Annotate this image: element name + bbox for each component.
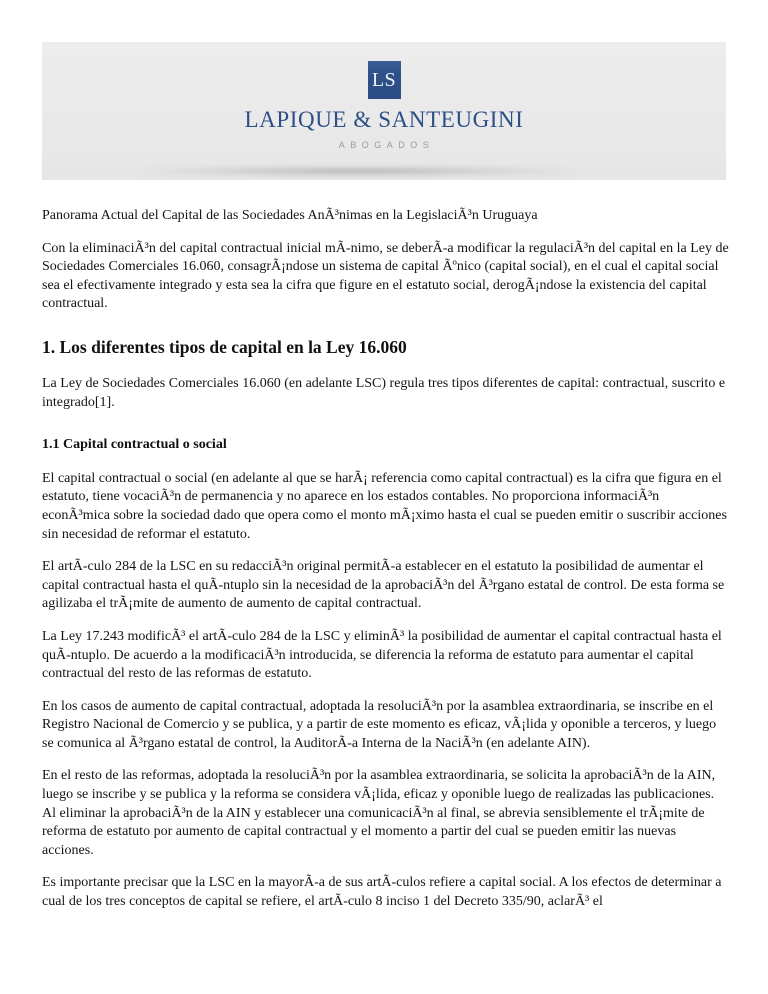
document-body xyxy=(42,180,730,926)
subsection-heading-1-1: 1.1 Capital contractual o social xyxy=(42,437,227,453)
letterhead-shadow xyxy=(117,164,651,175)
paragraph-resto-reformas: En el resto de las reformas, adoptada la resoluciÃ³n por la asamblea extraordinaria, se solicita la aprobaciÃ³n de la AIN, luego se inscribe y se publica y la reforma se considera vÃ¡lida, eficaz y oponible luego de realizadas las publicaciones. Al eliminar la aprobaciÃ³n de la AIN y establecer una comunicaciÃ³n al final, se abrevia sensiblemente el trÃ¡mite de reforma de estatuto por aumento de capital contractual y el momento a partir del cual se pueden emitir las nuevas acciones. xyxy=(42,768,716,858)
paragraph-ley-17243: La Ley 17.243 modificÃ³ el artÃ-culo 284 de la LSC y eliminÃ³ la posibilidad de aumentar el capital contractual hasta el quÃ-ntuplo. De acuerdo a la modificaciÃ³n introducida, se diferencia la reforma de estatuto para aumentar el capital contractual del resto de las reformas de estatuto. xyxy=(42,628,722,682)
paragraph-articulo-284: El artÃ-culo 284 de la LSC en su redacciÃ³n original permitÃ-a establecer en el estatuto la posibilidad de aumentar el capital contractual hasta el quÃ-ntuplo sin la necesidad de la aprobaciÃ³n del Ã³rgano estatal de control. De esta forma se agilizaba el trÃ¡mite de aumento de aumento de capital contractual. xyxy=(42,559,725,612)
paragraph-capital-social-decreto: Es importante precisar que la LSC en la mayorÃ-a de sus artÃ-culos refiere a capital social. A los efectos de determinar a cual de los tres conceptos de capital se refiere, el artÃ-culo 8 inciso 1 del Decreto 335/90, aclarÃ³ el xyxy=(42,875,722,910)
paragraph-capital-contractual: El capital contractual o social (en adelante al que se harÃ¡ referencia como capital contractual) es la cifra que figura en el estatuto, tiene vocaciÃ³n de permanencia y no aparece en los estados contables. No proporciona informaciÃ³n econÃ³mica sobre la sociedad dado que opera como el monto mÃ¡ximo hasta el cual se pueden emitir o suscribir acciones sin necesidad de reformar el estatuto. xyxy=(42,470,727,542)
section-heading-1: 1. Los diferentes tipos de capital en la Ley 16.060 xyxy=(42,336,407,357)
firm-subtitle: ABOGADOS xyxy=(338,140,435,150)
document-title-line: Panorama Actual del Capital de las Sociedades AnÃ³nimas en la LegislaciÃ³n Uruguaya xyxy=(42,208,538,223)
paragraph-lsc-types: La Ley de Sociedades Comerciales 16.060 (en adelante LSC) regula tres tipos diferentes de capital: contractual, suscrito e integrado[1]. xyxy=(42,375,726,410)
firm-logo-monogram: LS xyxy=(371,68,397,91)
letterhead-band xyxy=(42,42,726,180)
paragraph-aumento-capital: En los casos de aumento de capital contractual, adoptada la resoluciÃ³n por la asamblea extraordinaria, se inscribe en el Registro Nacional de Comercio y se publica, y a partir de este momento es eficaz, vÃ¡lida y oponible a terceros, y luego se comunica al Ã³rgano estatal de control, la AuditorÃ-a Interna de la NaciÃ³n (en adelante AIN). xyxy=(42,698,717,751)
firm-name: LAPIQUE & SANTEUGINI xyxy=(244,107,524,132)
paragraph-intro: Con la eliminaciÃ³n del capital contractual inicial mÃ-nimo, se deberÃ-a modificar la regulaciÃ³n del capital en la Ley de Sociedades Comerciales 16.060, consagrÃ¡ndose un sistema de capital Ãºnico (capital social), en el cual el capital social sea el efectivamente integrado y esta sea la cifra que figure en el estatuto social, derogÃ¡ndose la existencia del capital contractual. xyxy=(42,240,729,312)
firm-logo xyxy=(368,61,401,99)
